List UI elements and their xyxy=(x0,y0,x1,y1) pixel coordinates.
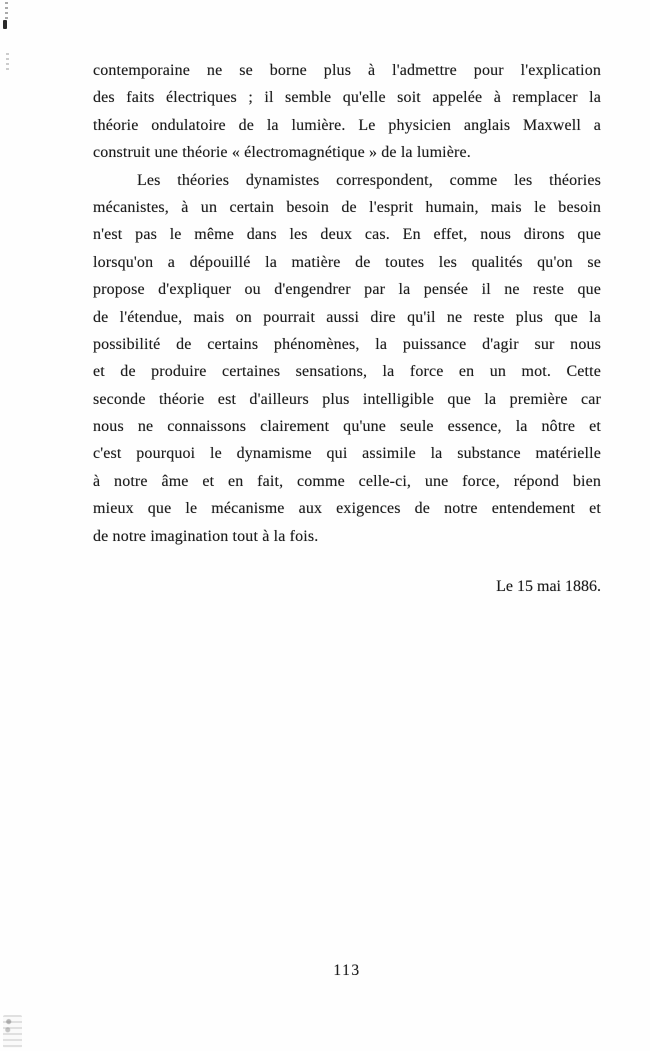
text-line: nous ne connaissons clairement qu'une seule essence, la nôtre et xyxy=(93,418,601,436)
text-line: construit une théorie « électromagnétique » de la lumière. xyxy=(93,144,471,162)
text-line: mécanistes, à un certain besoin de l'esprit humain, mais le besoin xyxy=(93,198,601,216)
text-line: possibilité de certains phénomènes, la puissance d'agir sur nous xyxy=(93,335,601,353)
text-line: contemporaine ne se borne plus à l'admettre pour l'explication xyxy=(93,62,601,79)
text-line: seconde théorie est d'ailleurs plus intelligible que la première car xyxy=(93,390,601,408)
text-line: théorie ondulatoire de la lumière. Le physicien anglais Maxwell a xyxy=(93,116,601,134)
date-line: Le 15 mai 1886. xyxy=(496,578,601,596)
text-line: de l'étendue, mais on pourrait aussi dire qu'il ne reste plus que la xyxy=(93,308,601,326)
text-line: à notre âme et en fait, comme celle-ci, une force, répond bien xyxy=(93,472,601,490)
text-line: c'est pourquoi le dynamisme qui assimile la substance matérielle xyxy=(93,445,601,463)
text-line: de notre imagination tout à la fois. xyxy=(93,527,319,545)
text-line: Les théories dynamistes correspondent, comme les théories xyxy=(137,171,601,189)
text-line: n'est pas le même dans les deux cas. En effet, nous dirons que xyxy=(93,226,601,244)
text-line: propose d'expliquer ou d'engendrer par la pensée il ne reste que xyxy=(93,281,601,299)
text-line: lorsqu'on a dépouillé la matière de toutes les qualités qu'on se xyxy=(93,253,601,271)
page-number: 113 xyxy=(333,962,361,979)
text-line: des faits électriques ; il semble qu'elle soit appelée à remplacer la xyxy=(93,89,601,107)
scan-artifact-top-dots xyxy=(5,2,8,19)
scan-artifact-top-dash xyxy=(3,20,7,29)
scan-artifact-mid-dots xyxy=(6,53,9,70)
text-line: et de produire certaines sensations, la force en un mot. Cette xyxy=(93,363,601,381)
text-line: mieux que le mécanisme aux exigences de notre entendement et xyxy=(93,500,601,518)
scan-artifact-bottom-smudge xyxy=(3,1015,22,1048)
text-block xyxy=(93,57,601,600)
